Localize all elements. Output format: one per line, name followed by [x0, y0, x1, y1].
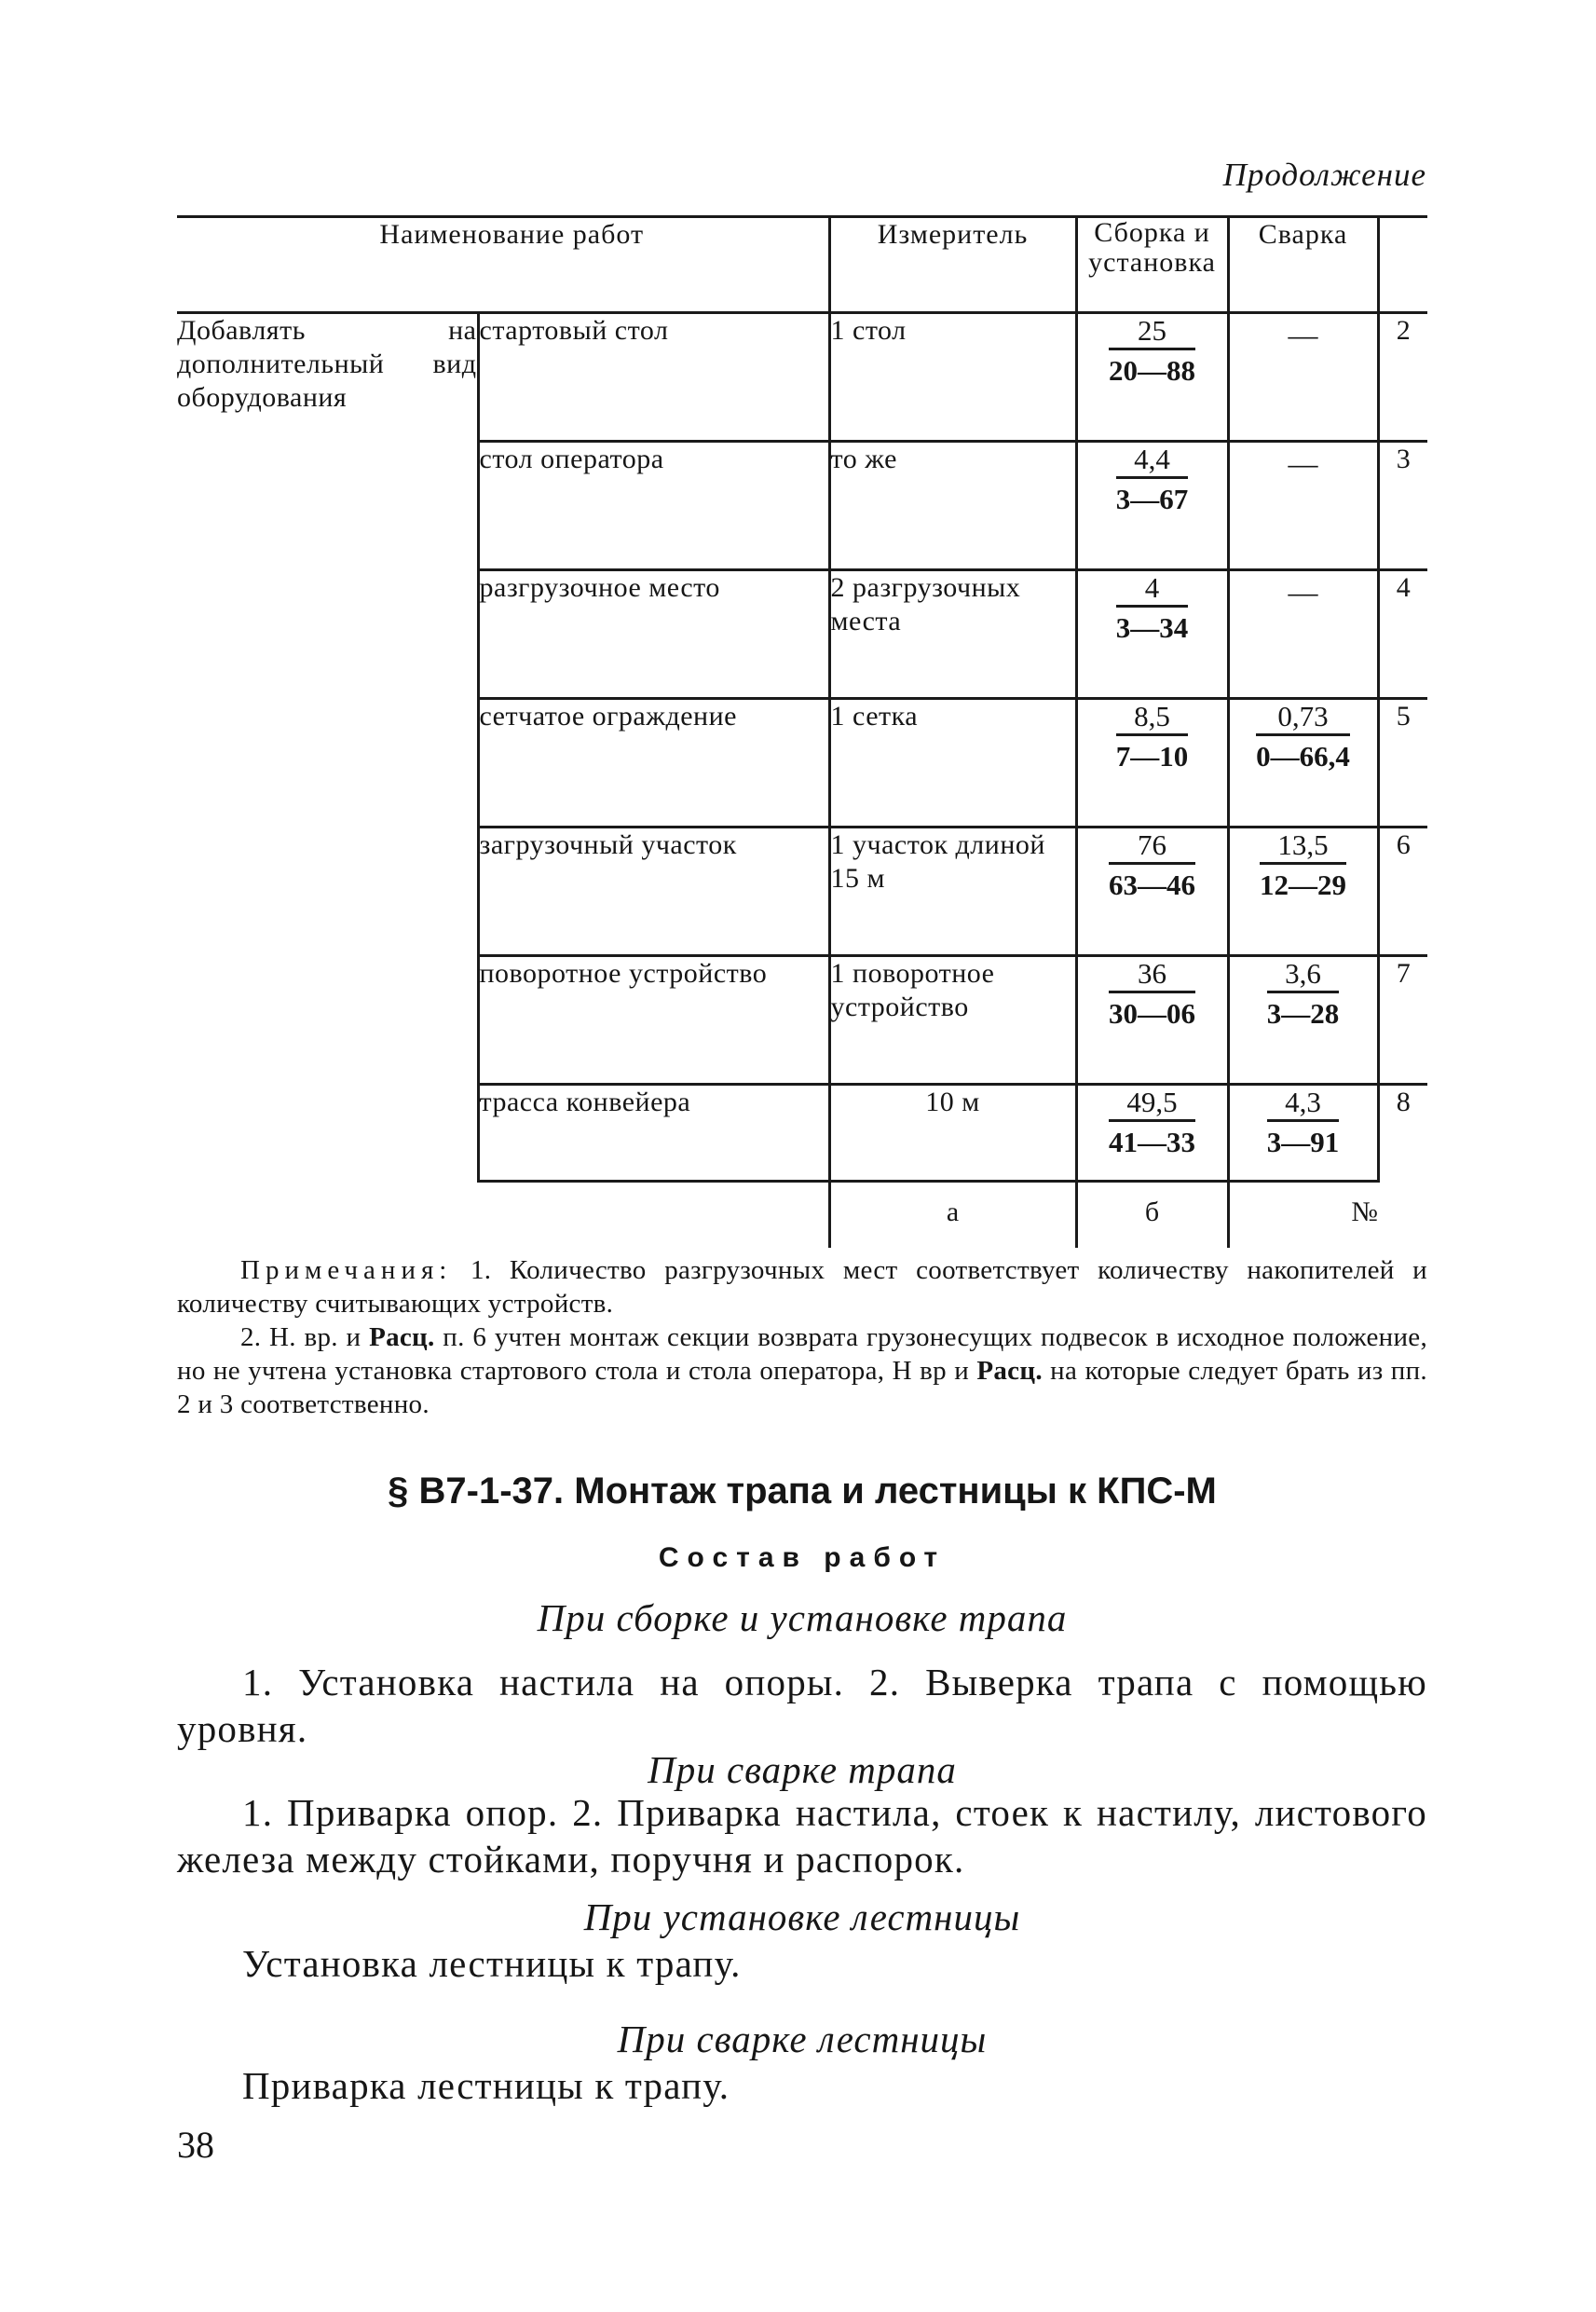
item-cell: сетчатое ограждение — [478, 699, 829, 828]
item-cell: стартовый стол — [478, 313, 829, 442]
note-1 — [177, 1253, 1427, 1320]
header-welding: Сварка — [1228, 217, 1378, 313]
welding-norm: 0,73 — [1256, 700, 1350, 736]
welding-rate: 3—91 — [1266, 1126, 1340, 1158]
row-number: 3 — [1378, 442, 1427, 570]
note-2-part: 2. Н. вр. и — [240, 1322, 370, 1352]
assembly-rate: 30—06 — [1109, 997, 1196, 1030]
assembly-cell — [1076, 699, 1228, 828]
assembly-cell — [1076, 313, 1228, 442]
welding-norm: 3,6 — [1267, 957, 1340, 993]
header-measure: Измеритель — [829, 217, 1076, 313]
welding-cell — [1228, 828, 1378, 956]
header-assembly — [1076, 217, 1228, 313]
subheading-welding: При сварке трапа — [648, 1748, 957, 1791]
row-number: 6 — [1378, 828, 1427, 956]
assembly-norm: 49,5 — [1109, 1086, 1195, 1122]
assembly-rate: 20—88 — [1109, 354, 1196, 387]
subheading-assembly: При сборке и установке трапа — [537, 1596, 1068, 1639]
item-cell: разгрузочное место — [478, 570, 829, 699]
note-2-bold: Расц. — [976, 1356, 1043, 1386]
assembly-rate: 41—33 — [1109, 1126, 1196, 1158]
welding-rate: 3—28 — [1266, 997, 1340, 1030]
measure-cell: 1 участок длиной 15 м — [829, 828, 1076, 956]
assembly-cell — [1076, 570, 1228, 699]
assembly-cell — [1076, 956, 1228, 1085]
welding-dash: — — [1288, 446, 1318, 480]
assembly-norm: 25 — [1109, 314, 1195, 350]
welding-cell — [1228, 570, 1378, 699]
welding-cell — [1228, 442, 1378, 570]
text-assembly: 1. Установка настила на опоры. 2. Выверка трапа с помощью уровня. — [177, 1661, 1427, 1750]
row-number: 5 — [1378, 699, 1427, 828]
composition-heading: Состав работ — [658, 1542, 947, 1573]
assembly-rate: 63—46 — [1109, 869, 1196, 901]
header-assembly-line1: Сборка и — [1094, 217, 1210, 248]
item-cell: трасса конвейера — [478, 1085, 829, 1182]
column-label-row — [177, 1182, 1427, 1249]
row-number: 7 — [1378, 956, 1427, 1085]
assembly-norm: 8,5 — [1116, 700, 1189, 736]
section-title: § В7-1-37. Монтаж трапа и лестницы к КПС-М — [388, 1471, 1217, 1512]
assembly-cell — [1076, 442, 1228, 570]
note-1-text: 1. Количество разгрузочных мест соответствует количеству накопителей и количеству считывающих устройств. — [177, 1255, 1427, 1319]
note-2-part: на которые следует брать из пп. 2 и 3 соответственно. — [177, 1356, 1427, 1419]
text-ladder-weld: Приварка лестницы к трапу. — [242, 2064, 730, 2107]
welding-norm: 4,3 — [1267, 1086, 1340, 1122]
welding-rate: 12—29 — [1260, 869, 1347, 901]
item-cell: стол оператора — [478, 442, 829, 570]
assembly-cell — [1076, 828, 1228, 956]
subheading-ladder-install: При установке лестницы — [583, 1895, 1021, 1938]
row-number: 2 — [1378, 313, 1427, 442]
row-number: 4 — [1378, 570, 1427, 699]
row-number: 8 — [1396, 1087, 1411, 1117]
assembly-norm: 4 — [1116, 571, 1189, 608]
norms-table — [177, 215, 1427, 1248]
subheading-ladder-weld: При сварке лестницы — [617, 2018, 988, 2060]
note-2-bold: Расц. — [369, 1322, 435, 1352]
table-row — [177, 313, 1427, 442]
continued-label: Продолжение — [1222, 157, 1426, 193]
welding-cell — [1228, 1085, 1378, 1182]
assembly-rate: 3—34 — [1115, 611, 1189, 644]
column-label-a: а — [829, 1182, 1076, 1249]
assembly-norm: 36 — [1109, 957, 1195, 993]
column-label-b: б — [1076, 1182, 1228, 1249]
note-2-part: п. 6 учтен монтаж секции возврата грузонесущих подвесок в исходное положение, но не учтена установка стартового стола и стола оператора, Н вр и — [177, 1322, 1427, 1386]
welding-dash: — — [1288, 318, 1318, 351]
assembly-rate: 7—10 — [1115, 740, 1189, 773]
header-works: Наименование работ — [177, 217, 829, 313]
notes — [177, 1253, 1427, 1421]
page-number: 38 — [177, 2124, 214, 2166]
assembly-norm: 76 — [1109, 828, 1195, 865]
category-cell: Добавлять на дополнительный вид оборудования — [177, 315, 477, 413]
measure-cell: 10 м — [829, 1085, 1076, 1182]
notes-label: Примечания: — [240, 1255, 453, 1285]
welding-cell — [1228, 699, 1378, 828]
welding-rate: 0—66,4 — [1256, 740, 1350, 773]
measure-cell: 2 разгрузочных места — [829, 570, 1076, 699]
welding-norm: 13,5 — [1260, 828, 1346, 865]
header-number — [1378, 217, 1427, 313]
table-header-row — [177, 217, 1427, 313]
measure-cell: 1 стол — [829, 313, 1076, 442]
assembly-rate: 3—67 — [1115, 483, 1189, 515]
item-cell: загрузочный участок — [478, 828, 829, 956]
column-label-number: № — [1351, 1197, 1379, 1227]
measure-cell: 1 поворотное устройство — [829, 956, 1076, 1085]
note-2 — [177, 1320, 1427, 1421]
welding-cell — [1228, 956, 1378, 1085]
header-assembly-line2: установка — [1088, 247, 1216, 278]
assembly-norm: 4,4 — [1116, 443, 1189, 479]
measure-cell: то же — [829, 442, 1076, 570]
welding-cell — [1228, 313, 1378, 442]
text-ladder-install: Установка лестницы к трапу. — [242, 1942, 742, 1985]
welding-dash: — — [1288, 575, 1318, 609]
measure-cell: 1 сетка — [829, 699, 1076, 828]
item-cell: поворотное устройство — [478, 956, 829, 1085]
assembly-cell — [1076, 1085, 1228, 1182]
text-welding: 1. Приварка опор. 2. Приварка настила, стоек к настилу, листового железа между стойками, поручня и распорок. — [177, 1791, 1427, 1881]
